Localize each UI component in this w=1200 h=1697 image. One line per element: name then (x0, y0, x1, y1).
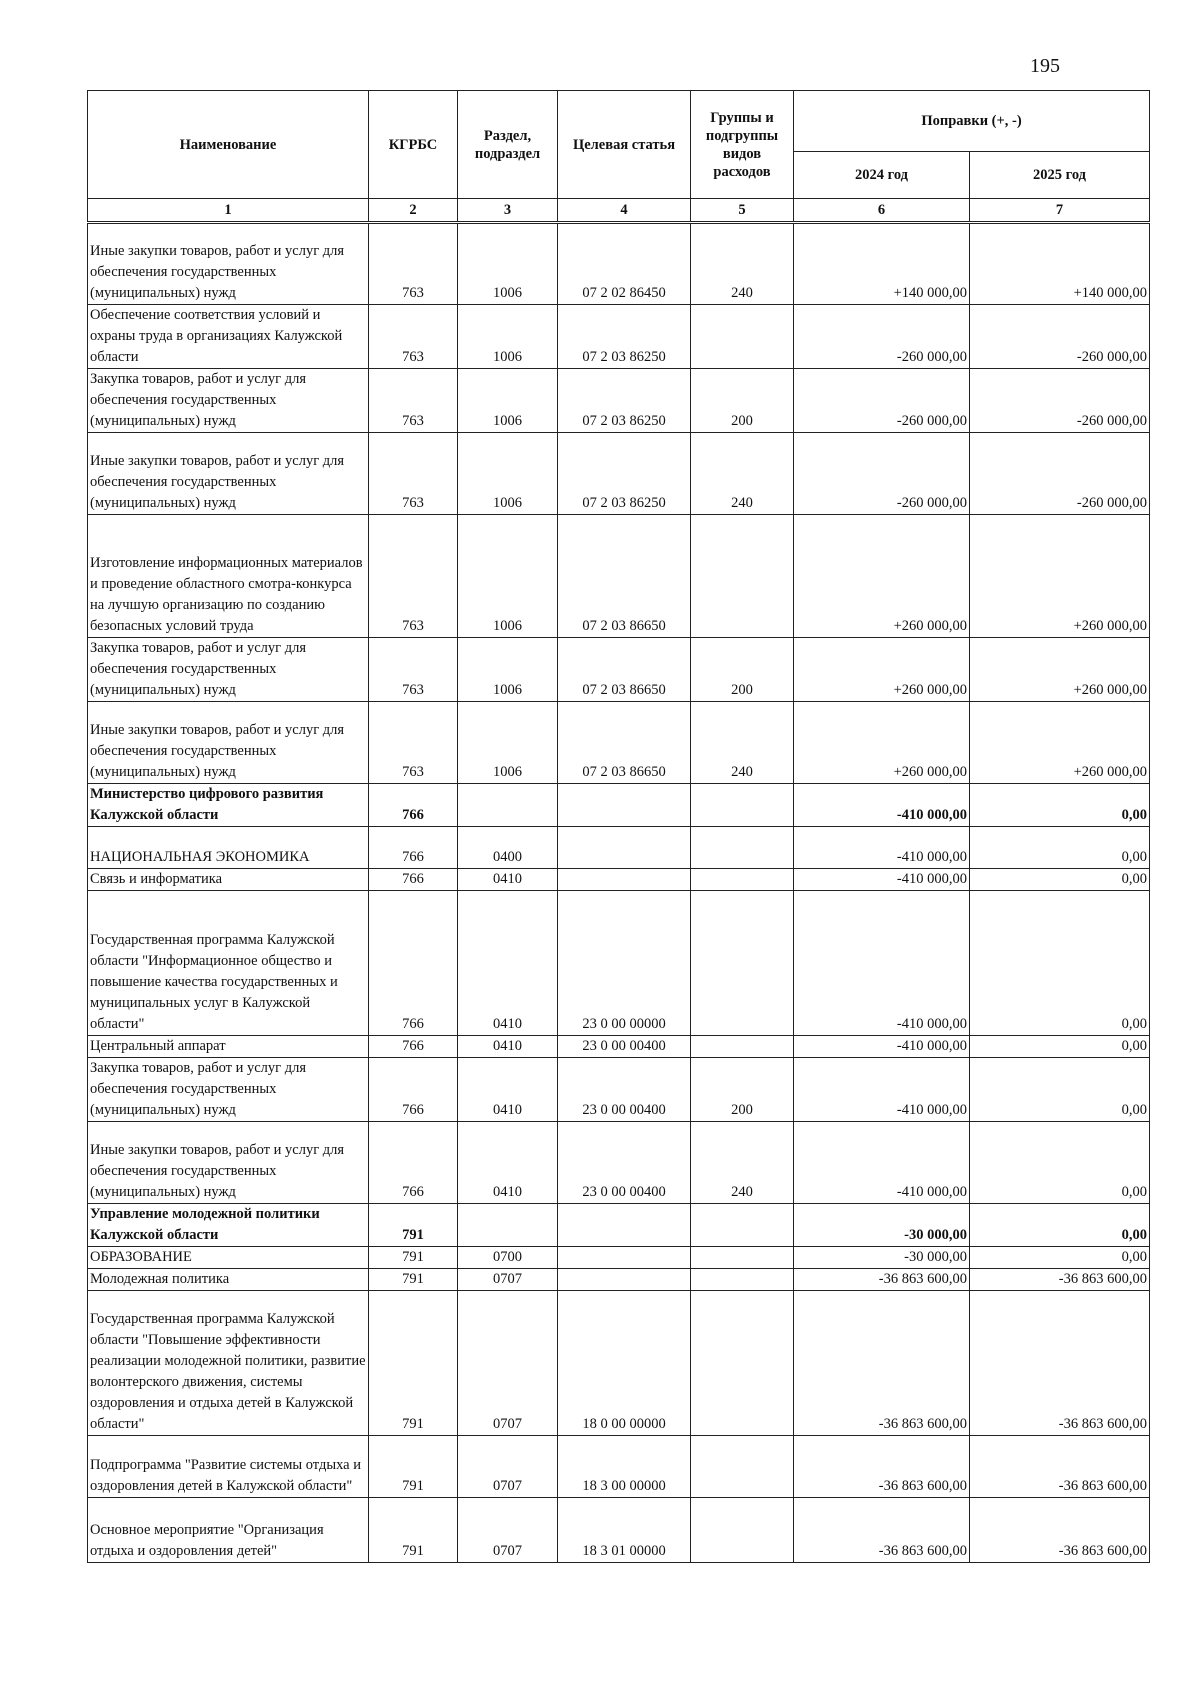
row-target-article: 23 0 00 00000 (558, 891, 691, 1036)
table-row (88, 369, 1150, 433)
row-name: Министерство цифрового развития Калужской области (88, 784, 369, 827)
row-amount-2025: 0,00 (970, 1036, 1150, 1058)
row-name: Иные закупки товаров, работ и услуг для обеспечения государственных (муниципальных) нужд (88, 433, 369, 515)
row-section (458, 784, 558, 827)
column-number: 5 (691, 199, 794, 223)
table-header (88, 91, 1150, 223)
row-expense-group (691, 305, 794, 369)
row-expense-group (691, 1436, 794, 1498)
row-expense-group: 200 (691, 638, 794, 702)
header-year-2024: 2024 год (794, 152, 970, 199)
table-row (88, 1291, 1150, 1436)
row-kgrbs: 791 (369, 1436, 458, 1498)
row-name: Иные закупки товаров, работ и услуг для обеспечения государственных (муниципальных) нужд (88, 1122, 369, 1204)
row-target-article (558, 1269, 691, 1291)
table-row (88, 827, 1150, 869)
row-amount-2024: -260 000,00 (794, 369, 970, 433)
table-row (88, 891, 1150, 1036)
row-target-article: 07 2 03 86250 (558, 433, 691, 515)
row-kgrbs: 766 (369, 1058, 458, 1122)
header-section: Раздел, подраздел (458, 91, 558, 199)
row-section (458, 1204, 558, 1247)
row-name: Молодежная политика (88, 1269, 369, 1291)
row-amount-2025: +260 000,00 (970, 515, 1150, 638)
row-name: Управление молодежной политики Калужской области (88, 1204, 369, 1247)
column-number: 3 (458, 199, 558, 223)
table-row (88, 305, 1150, 369)
table-row (88, 1436, 1150, 1498)
column-number: 4 (558, 199, 691, 223)
row-kgrbs: 763 (369, 305, 458, 369)
table-row (88, 1036, 1150, 1058)
row-name: Связь и информатика (88, 869, 369, 891)
row-name: Закупка товаров, работ и услуг для обеспечения государственных (муниципальных) нужд (88, 369, 369, 433)
table-row (88, 223, 1150, 305)
row-name: Обеспечение соответствия условий и охраны труда в организациях Калужской области (88, 305, 369, 369)
table-row (88, 1247, 1150, 1269)
row-expense-group: 200 (691, 1058, 794, 1122)
row-name: Государственная программа Калужской области "Информационное общество и повышение качества государственных и муниципальных услуг в Калужской области" (88, 891, 369, 1036)
row-expense-group: 240 (691, 1122, 794, 1204)
row-target-article (558, 1204, 691, 1247)
row-name: Иные закупки товаров, работ и услуг для обеспечения государственных (муниципальных) нужд (88, 223, 369, 305)
row-name: ОБРАЗОВАНИЕ (88, 1247, 369, 1269)
row-amount-2024: +260 000,00 (794, 638, 970, 702)
row-target-article (558, 827, 691, 869)
row-kgrbs: 766 (369, 891, 458, 1036)
row-amount-2024: -30 000,00 (794, 1247, 970, 1269)
header-year-2025: 2025 год (970, 152, 1150, 199)
row-amount-2024: -410 000,00 (794, 1058, 970, 1122)
row-target-article: 07 2 02 86450 (558, 223, 691, 305)
row-kgrbs: 791 (369, 1498, 458, 1563)
row-section: 0410 (458, 1036, 558, 1058)
row-amount-2024: -410 000,00 (794, 1122, 970, 1204)
row-target-article: 18 3 01 00000 (558, 1498, 691, 1563)
row-section: 1006 (458, 515, 558, 638)
row-target-article (558, 1247, 691, 1269)
row-kgrbs: 763 (369, 638, 458, 702)
table-row (88, 1058, 1150, 1122)
row-amount-2025: -260 000,00 (970, 369, 1150, 433)
row-section: 1006 (458, 638, 558, 702)
row-kgrbs: 763 (369, 702, 458, 784)
row-amount-2024: -410 000,00 (794, 869, 970, 891)
row-name: Изготовление информационных материалов и проведение областного смотра-конкурса на лучшую организацию по созданию безопасных условий труда (88, 515, 369, 638)
row-amount-2025: 0,00 (970, 784, 1150, 827)
table-body (88, 223, 1150, 1563)
table-row (88, 638, 1150, 702)
row-name: Основное мероприятие "Организация отдыха и оздоровления детей" (88, 1498, 369, 1563)
row-amount-2024: +140 000,00 (794, 223, 970, 305)
table-row (88, 1122, 1150, 1204)
row-kgrbs: 766 (369, 869, 458, 891)
row-amount-2024: -36 863 600,00 (794, 1269, 970, 1291)
row-expense-group (691, 891, 794, 1036)
row-amount-2024: +260 000,00 (794, 702, 970, 784)
row-expense-group (691, 784, 794, 827)
table-row (88, 869, 1150, 891)
row-name: Закупка товаров, работ и услуг для обеспечения государственных (муниципальных) нужд (88, 1058, 369, 1122)
row-amount-2024: -30 000,00 (794, 1204, 970, 1247)
row-target-article (558, 869, 691, 891)
row-expense-group: 200 (691, 369, 794, 433)
row-kgrbs: 791 (369, 1247, 458, 1269)
row-amount-2025: -36 863 600,00 (970, 1436, 1150, 1498)
row-name: Закупка товаров, работ и услуг для обеспечения государственных (муниципальных) нужд (88, 638, 369, 702)
row-section: 1006 (458, 702, 558, 784)
row-amount-2024: +260 000,00 (794, 515, 970, 638)
row-amount-2025: 0,00 (970, 869, 1150, 891)
row-amount-2024: -36 863 600,00 (794, 1498, 970, 1563)
row-expense-group (691, 1291, 794, 1436)
row-section: 0410 (458, 891, 558, 1036)
row-name: Государственная программа Калужской области "Повышение эффективности реализации молодежной политики, развитие волонтерского движения, системы оздоровления и отдыха детей в Калужской области" (88, 1291, 369, 1436)
row-amount-2024: -260 000,00 (794, 433, 970, 515)
row-amount-2025: -36 863 600,00 (970, 1269, 1150, 1291)
row-name: Центральный аппарат (88, 1036, 369, 1058)
row-section: 0700 (458, 1247, 558, 1269)
row-kgrbs: 791 (369, 1269, 458, 1291)
header-target: Целевая статья (558, 91, 691, 199)
column-number: 1 (88, 199, 369, 223)
row-expense-group: 240 (691, 702, 794, 784)
row-target-article: 18 3 00 00000 (558, 1436, 691, 1498)
row-expense-group (691, 515, 794, 638)
row-section: 0400 (458, 827, 558, 869)
row-target-article (558, 784, 691, 827)
budget-amendments-table (87, 90, 1150, 1563)
row-section: 1006 (458, 223, 558, 305)
row-amount-2025: 0,00 (970, 1058, 1150, 1122)
row-target-article: 23 0 00 00400 (558, 1036, 691, 1058)
row-amount-2025: 0,00 (970, 827, 1150, 869)
row-expense-group (691, 1036, 794, 1058)
row-amount-2025: -36 863 600,00 (970, 1291, 1150, 1436)
row-expense-group (691, 1498, 794, 1563)
header-amendments: Поправки (+, -) (794, 91, 1150, 152)
row-kgrbs: 766 (369, 1122, 458, 1204)
header-groups: Группы и подгруппы видов расходов (691, 91, 794, 199)
page-number: 195 (1030, 55, 1060, 77)
row-expense-group: 240 (691, 433, 794, 515)
row-name: Подпрограмма "Развитие системы отдыха и оздоровления детей в Калужской области" (88, 1436, 369, 1498)
row-kgrbs: 766 (369, 784, 458, 827)
row-amount-2025: +260 000,00 (970, 702, 1150, 784)
row-amount-2024: -36 863 600,00 (794, 1291, 970, 1436)
row-target-article: 23 0 00 00400 (558, 1058, 691, 1122)
table-row (88, 702, 1150, 784)
row-kgrbs: 763 (369, 515, 458, 638)
row-expense-group (691, 1247, 794, 1269)
row-expense-group (691, 869, 794, 891)
row-expense-group (691, 827, 794, 869)
row-section: 0410 (458, 1058, 558, 1122)
row-amount-2025: +260 000,00 (970, 638, 1150, 702)
row-section: 0707 (458, 1436, 558, 1498)
row-kgrbs: 766 (369, 1036, 458, 1058)
row-amount-2025: -260 000,00 (970, 305, 1150, 369)
row-target-article: 07 2 03 86250 (558, 369, 691, 433)
row-kgrbs: 763 (369, 369, 458, 433)
row-kgrbs: 766 (369, 827, 458, 869)
row-amount-2024: -410 000,00 (794, 891, 970, 1036)
row-amount-2025: +140 000,00 (970, 223, 1150, 305)
row-section: 0410 (458, 1122, 558, 1204)
row-target-article: 07 2 03 86650 (558, 702, 691, 784)
row-target-article: 07 2 03 86650 (558, 638, 691, 702)
row-kgrbs: 791 (369, 1291, 458, 1436)
row-section: 1006 (458, 433, 558, 515)
row-target-article: 07 2 03 86250 (558, 305, 691, 369)
row-amount-2025: 0,00 (970, 1122, 1150, 1204)
table-row (88, 1269, 1150, 1291)
row-amount-2024: -410 000,00 (794, 827, 970, 869)
column-number: 2 (369, 199, 458, 223)
row-section: 0707 (458, 1291, 558, 1436)
row-amount-2024: -260 000,00 (794, 305, 970, 369)
row-section: 1006 (458, 369, 558, 433)
row-name: НАЦИОНАЛЬНАЯ ЭКОНОМИКА (88, 827, 369, 869)
row-target-article: 18 0 00 00000 (558, 1291, 691, 1436)
table-row (88, 515, 1150, 638)
row-expense-group (691, 1204, 794, 1247)
row-kgrbs: 763 (369, 433, 458, 515)
row-amount-2025: 0,00 (970, 1204, 1150, 1247)
column-number-row (88, 199, 1150, 223)
header-kgrbs: КГРБС (369, 91, 458, 199)
row-section: 0410 (458, 869, 558, 891)
row-amount-2025: -260 000,00 (970, 433, 1150, 515)
row-expense-group: 240 (691, 223, 794, 305)
row-amount-2024: -410 000,00 (794, 1036, 970, 1058)
row-kgrbs: 791 (369, 1204, 458, 1247)
row-expense-group (691, 1269, 794, 1291)
row-name: Иные закупки товаров, работ и услуг для обеспечения государственных (муниципальных) нужд (88, 702, 369, 784)
row-section: 0707 (458, 1269, 558, 1291)
row-section: 0707 (458, 1498, 558, 1563)
column-number: 6 (794, 199, 970, 223)
row-kgrbs: 763 (369, 223, 458, 305)
row-section: 1006 (458, 305, 558, 369)
header-name: Наименование (88, 91, 369, 199)
table-row (88, 1204, 1150, 1247)
row-amount-2025: -36 863 600,00 (970, 1498, 1150, 1563)
row-amount-2024: -410 000,00 (794, 784, 970, 827)
row-target-article: 23 0 00 00400 (558, 1122, 691, 1204)
row-amount-2025: 0,00 (970, 1247, 1150, 1269)
row-amount-2024: -36 863 600,00 (794, 1436, 970, 1498)
column-number: 7 (970, 199, 1150, 223)
table-row (88, 1498, 1150, 1563)
table-row (88, 784, 1150, 827)
row-target-article: 07 2 03 86650 (558, 515, 691, 638)
table-row (88, 433, 1150, 515)
row-amount-2025: 0,00 (970, 891, 1150, 1036)
